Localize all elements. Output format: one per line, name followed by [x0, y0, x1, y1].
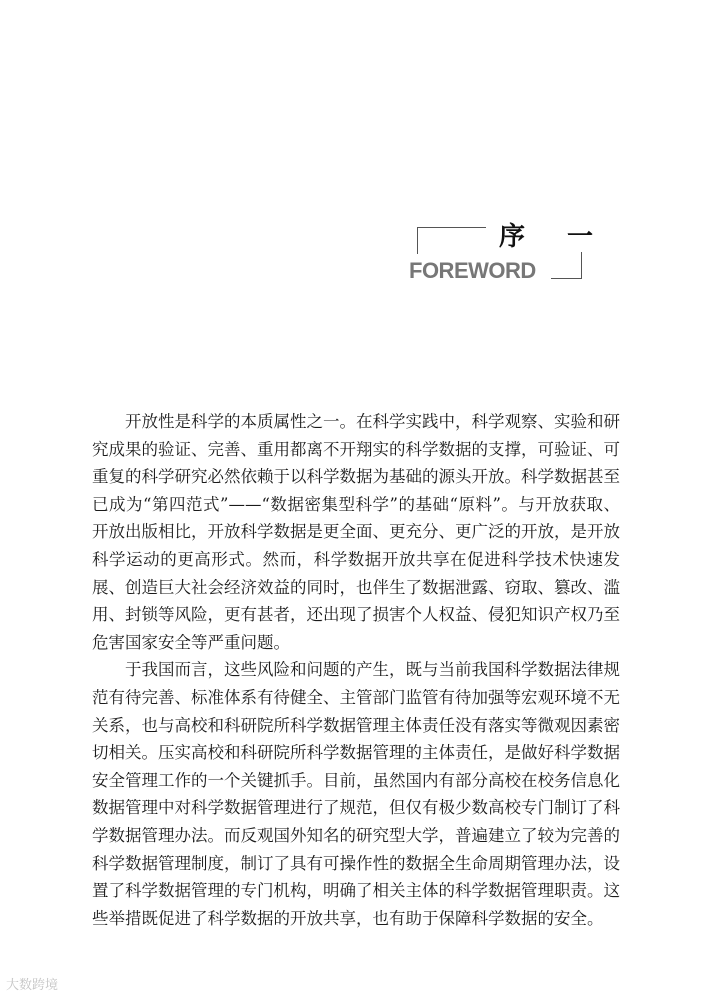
- body-paragraph-1: 开放性是科学的本质属性之一。在科学实践中，科学观察、实验和研究成果的验证、完善、重用都离不开翔实的科学数据的支撑，可验证、可重复的科学研究必然依赖于以科学数据为基础的源头开放。科学数据甚至已成为“第四范式”——“数据密集型科学”的基础“原料”。与开放获取、开放出版相比，开放科学数据是更全面、更充分、更广泛的开放，是开放科学运动的更高形式。然而，科学数据开放共享在促进科学技术快速发展、创造巨大社会经济效益的同时，也伴生了数据泄露、窃取、篡改、滥用、封锁等风险，更有甚者，还出现了损害个人权益、侵犯知识产权乃至危害国家安全等严重问题。: [92, 412, 620, 652]
- heading-bracket-bottom: [551, 252, 582, 279]
- watermark-logo: 大数跨境: [6, 978, 59, 993]
- foreword-body: [92, 408, 620, 932]
- heading-bracket-top: [417, 227, 486, 254]
- chapter-title-english: FOREWORD: [409, 258, 536, 283]
- foreword-heading: [405, 210, 636, 290]
- chapter-title-chinese: 序一: [499, 222, 636, 252]
- body-paragraph-2: 于我国而言，这些风险和问题的产生，既与当前我国科学数据法律规范有待完善、标准体系有待健全、主管部门监管有待加强等宏观环境不无关系，也与高校和科研院所科学数据管理主体责任没有落实等微观因素密切相关。压实高校和科研院所科学数据管理的主体责任，是做好科学数据安全管理工作的一个关键抓手。目前，虽然国内有部分高校在校务信息化数据管理中对科学数据管理进行了规范，但仅有极少数高校专门制订了科学数据管理办法。而反观国外知名的研究型大学，普遍建立了较为完善的科学数据管理制度，制订了具有可操作性的数据全生命周期管理办法，设置了科学数据管理的专门机构，明确了相关主体的科学数据管理职责。这些举措既促进了科学数据的开放共享，也有助于保障科学数据的安全。: [92, 660, 620, 928]
